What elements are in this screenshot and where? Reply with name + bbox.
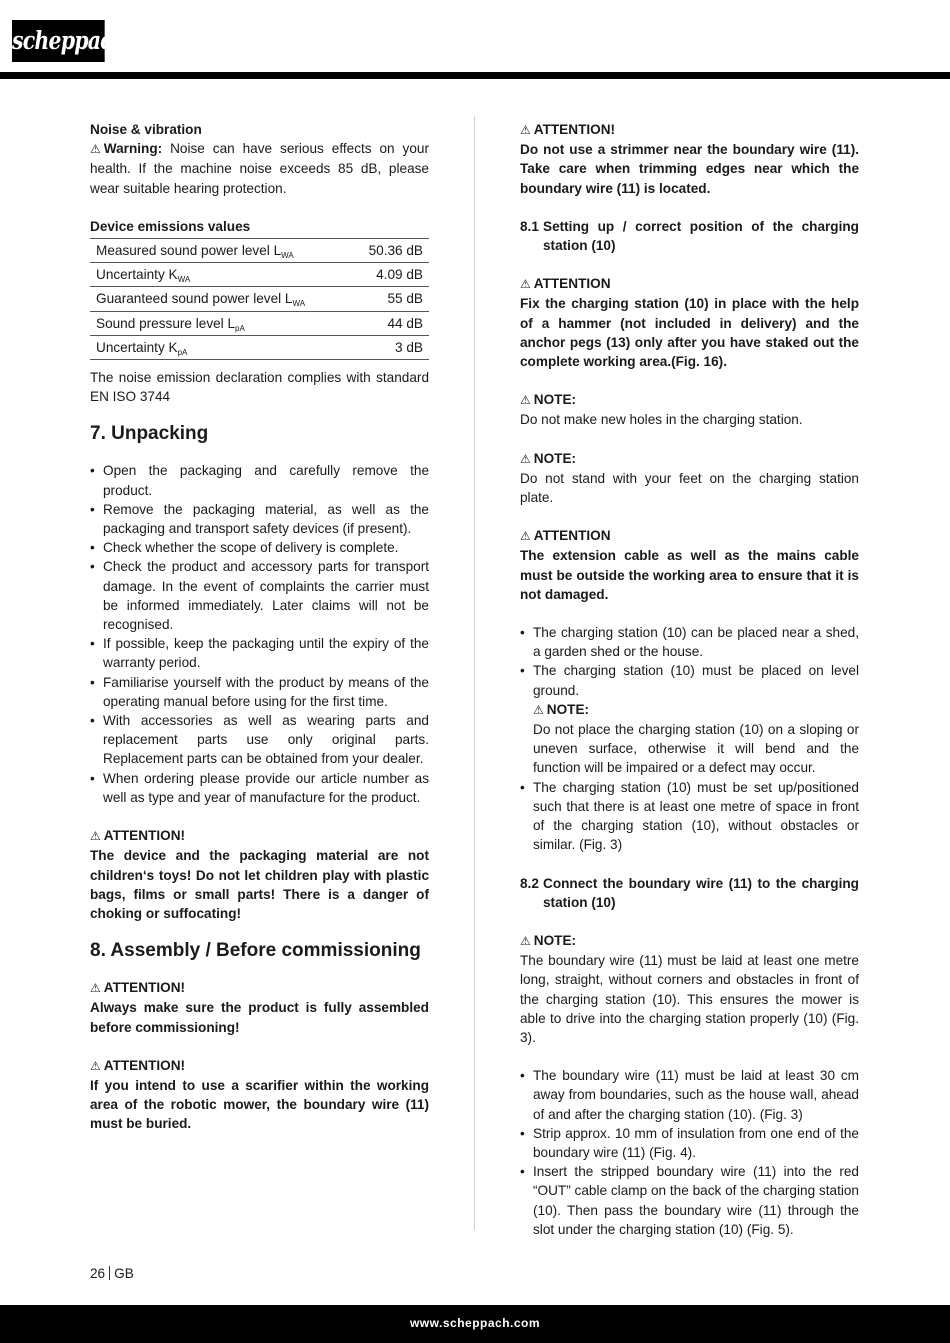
attention-label: ⚠ ATTENTION! [520, 120, 859, 140]
attention-label: ⚠ ATTENTION! [90, 826, 429, 846]
note-text: Do not make new holes in the charging station. [520, 412, 803, 428]
emission-label: Uncertainty $K_{pA}$ [90, 335, 351, 359]
warning-icon: ⚠ [90, 142, 101, 157]
note-label: ⚠ NOTE: [520, 449, 859, 469]
table-row [90, 311, 429, 335]
table-row [90, 335, 429, 359]
list-item: • Strip approx. 10 mm of insulation from one end of the boundary wire (11) (Fig. 4). [520, 1124, 859, 1162]
website-link[interactable]: www.scheppach.com [0, 1305, 950, 1343]
unpacking-list [90, 461, 429, 807]
emission-label: Sound pressure level $L_{pA}$ [90, 311, 351, 335]
emissions-table [90, 238, 429, 360]
list-item: • The charging station (10) can be placed near a shed, a garden shed or the house. [520, 623, 859, 661]
list-item: • Familiarise yourself with the product by means of the operating manual before using for the first time. [90, 673, 429, 711]
attention-text: If you intend to use a scarifier within the working area of the robotic mower, the boundary wire (11) must be buried. [90, 1077, 429, 1132]
list-item: • Insert the stripped boundary wire (11) into the red “OUT” cable clamp on the back of the charging station (10). Then pass the boundary wire (11) through the slot under the charging station (10) (Fig. 5). [520, 1162, 859, 1239]
column-divider [474, 116, 475, 1230]
warning-icon: ⚠ [90, 981, 101, 996]
noise-title: Noise & vibration [90, 122, 202, 137]
warning-icon: ⚠ [520, 393, 531, 408]
emission-value: 55 dB [351, 287, 429, 311]
warning-icon: ⚠ [520, 529, 531, 544]
note-label: ⚠ NOTE: [520, 931, 859, 951]
emission-label: Guaranteed sound power level $L_{WA}$ [90, 287, 351, 311]
table-row [90, 239, 429, 263]
list-item: • The boundary wire (11) must be laid at least 30 cm away from boundaries, such as the house wall, ahead of and after the charging station (10). (Fig. 3) [520, 1066, 859, 1124]
section-8-1-heading: 8.1 Setting up / correct position of the charging station (10) [520, 218, 859, 254]
emission-value: 44 dB [351, 311, 429, 335]
warning-icon: ⚠ [90, 829, 101, 844]
attention-text: Fix the charging station (10) in place with the help of a hammer (not included in delivery) and the anchor pegs (13) only after you have staked out the complete working area.(Fig. 16). [520, 296, 859, 370]
page-footer [90, 1264, 134, 1283]
brand-logo: scheppach [12, 20, 105, 62]
attention-label: ⚠ ATTENTION! [90, 978, 429, 998]
station-list [520, 623, 859, 854]
unpacking-heading: 7. Unpacking [90, 423, 209, 445]
emission-label: Measured sound power level $L_{WA}$ [90, 239, 351, 263]
emissions-title: Device emissions values [90, 218, 251, 234]
emission-declaration: The noise emission declaration complies with standard EN ISO 3744 [90, 370, 429, 405]
list-item: • When ordering please provide our article number as well as type and year of manufacture for the product. [90, 769, 429, 807]
warning-label: Warning: [103, 141, 163, 157]
page-number: 26 [90, 1266, 106, 1281]
attention-label: ⚠ ATTENTION [520, 526, 859, 546]
attention-text: The extension cable as well as the mains cable must be outside the working area to ensure that it is not damaged. [520, 548, 859, 602]
note-label: ⚠ NOTE: [533, 700, 859, 720]
warning-icon: ⚠ [520, 933, 531, 948]
header-bar [0, 72, 950, 79]
list-item: • Check the product and accessory parts for transport damage. In the event of complaints the carrier must be informed immediately. Later claims will not be recognised. [90, 557, 429, 634]
table-row [90, 263, 429, 287]
note-label: ⚠ NOTE: [520, 390, 859, 410]
right-column [520, 120, 859, 1239]
emission-label: Uncertainty $K_{WA}$ [90, 263, 351, 287]
assembly-heading: 8. Assembly / Before commissioning [90, 940, 421, 962]
attention-text: Always make sure the product is fully assembled before commissioning! [90, 1000, 429, 1035]
warning-icon: ⚠ [520, 123, 531, 137]
attention-label: ⚠ ATTENTION! [90, 1056, 429, 1076]
emission-value: 4.09 dB [351, 263, 429, 287]
wire-list [520, 1066, 859, 1239]
list-item: • Open the packaging and carefully remove the product. [90, 461, 429, 499]
warning-icon: ⚠ [520, 277, 531, 292]
note-text: Do not stand with your feet on the charging station plate. [520, 470, 859, 506]
note-text: Do not place the charging station (10) on a sloping or uneven surface, otherwise it will bend and the function will be impaired or a defect may occur. [533, 722, 859, 776]
emission-value: 50.36 dB [351, 239, 429, 263]
list-item: • Check whether the scope of delivery is complete. [90, 538, 429, 557]
list-item: • If possible, keep the packaging until the expiry of the warranty period. [90, 634, 429, 672]
attention-text: The device and the packaging material are not children‘s toys! Do not let children play with plastic bags, films or small parts! There is a danger of choking or suffocating! [90, 848, 429, 921]
section-8-2-heading: 8.2 Connect the boundary wire (11) to the charging station (10) [520, 875, 859, 910]
warning-text: Noise can have serious effects on your health. If the machine noise exceeds 85 dB, please wear suitable hearing protection. [90, 141, 429, 196]
language-code: GB [114, 1266, 134, 1281]
left-column [90, 120, 429, 1134]
warning-icon: ⚠ [90, 1058, 101, 1073]
warning-icon: ⚠ [533, 702, 544, 717]
table-row [90, 287, 429, 311]
attention-label: ⚠ ATTENTION [520, 274, 859, 294]
list-item: • The charging station (10) must be placed on level ground. ⚠ NOTE: Do not place the charging station (10) on a sloping or uneven surface, otherwise it will bend and the function will be impaired or a defect may occur. [520, 661, 859, 777]
list-item: • Remove the packaging material, as well as the packaging and transport safety devices (if present). [90, 500, 429, 538]
list-item: • With accessories as well as wearing parts and replacement parts use only original parts. Replacement parts can be obtained from your dealer. [90, 711, 429, 769]
list-item: • The charging station (10) must be set up/positioned such that there is at least one metre of space in front of the charging station (10), without obstacles or similar. (Fig. 3) [520, 778, 859, 855]
note-text: The boundary wire (11) must be laid at least one metre long, straight, without corners and obstacles in front of the charging station (10). This ensures the mower is able to drive into the charging station properly (10) (Fig. 3). [520, 953, 859, 1045]
noise-warning [90, 139, 429, 198]
attention-text: Do not use a strimmer near the boundary wire (11). Take care when trimming edges near which the boundary wire (11) is located. [520, 142, 859, 196]
warning-icon: ⚠ [520, 451, 531, 466]
emission-value: 3 dB [351, 335, 429, 359]
